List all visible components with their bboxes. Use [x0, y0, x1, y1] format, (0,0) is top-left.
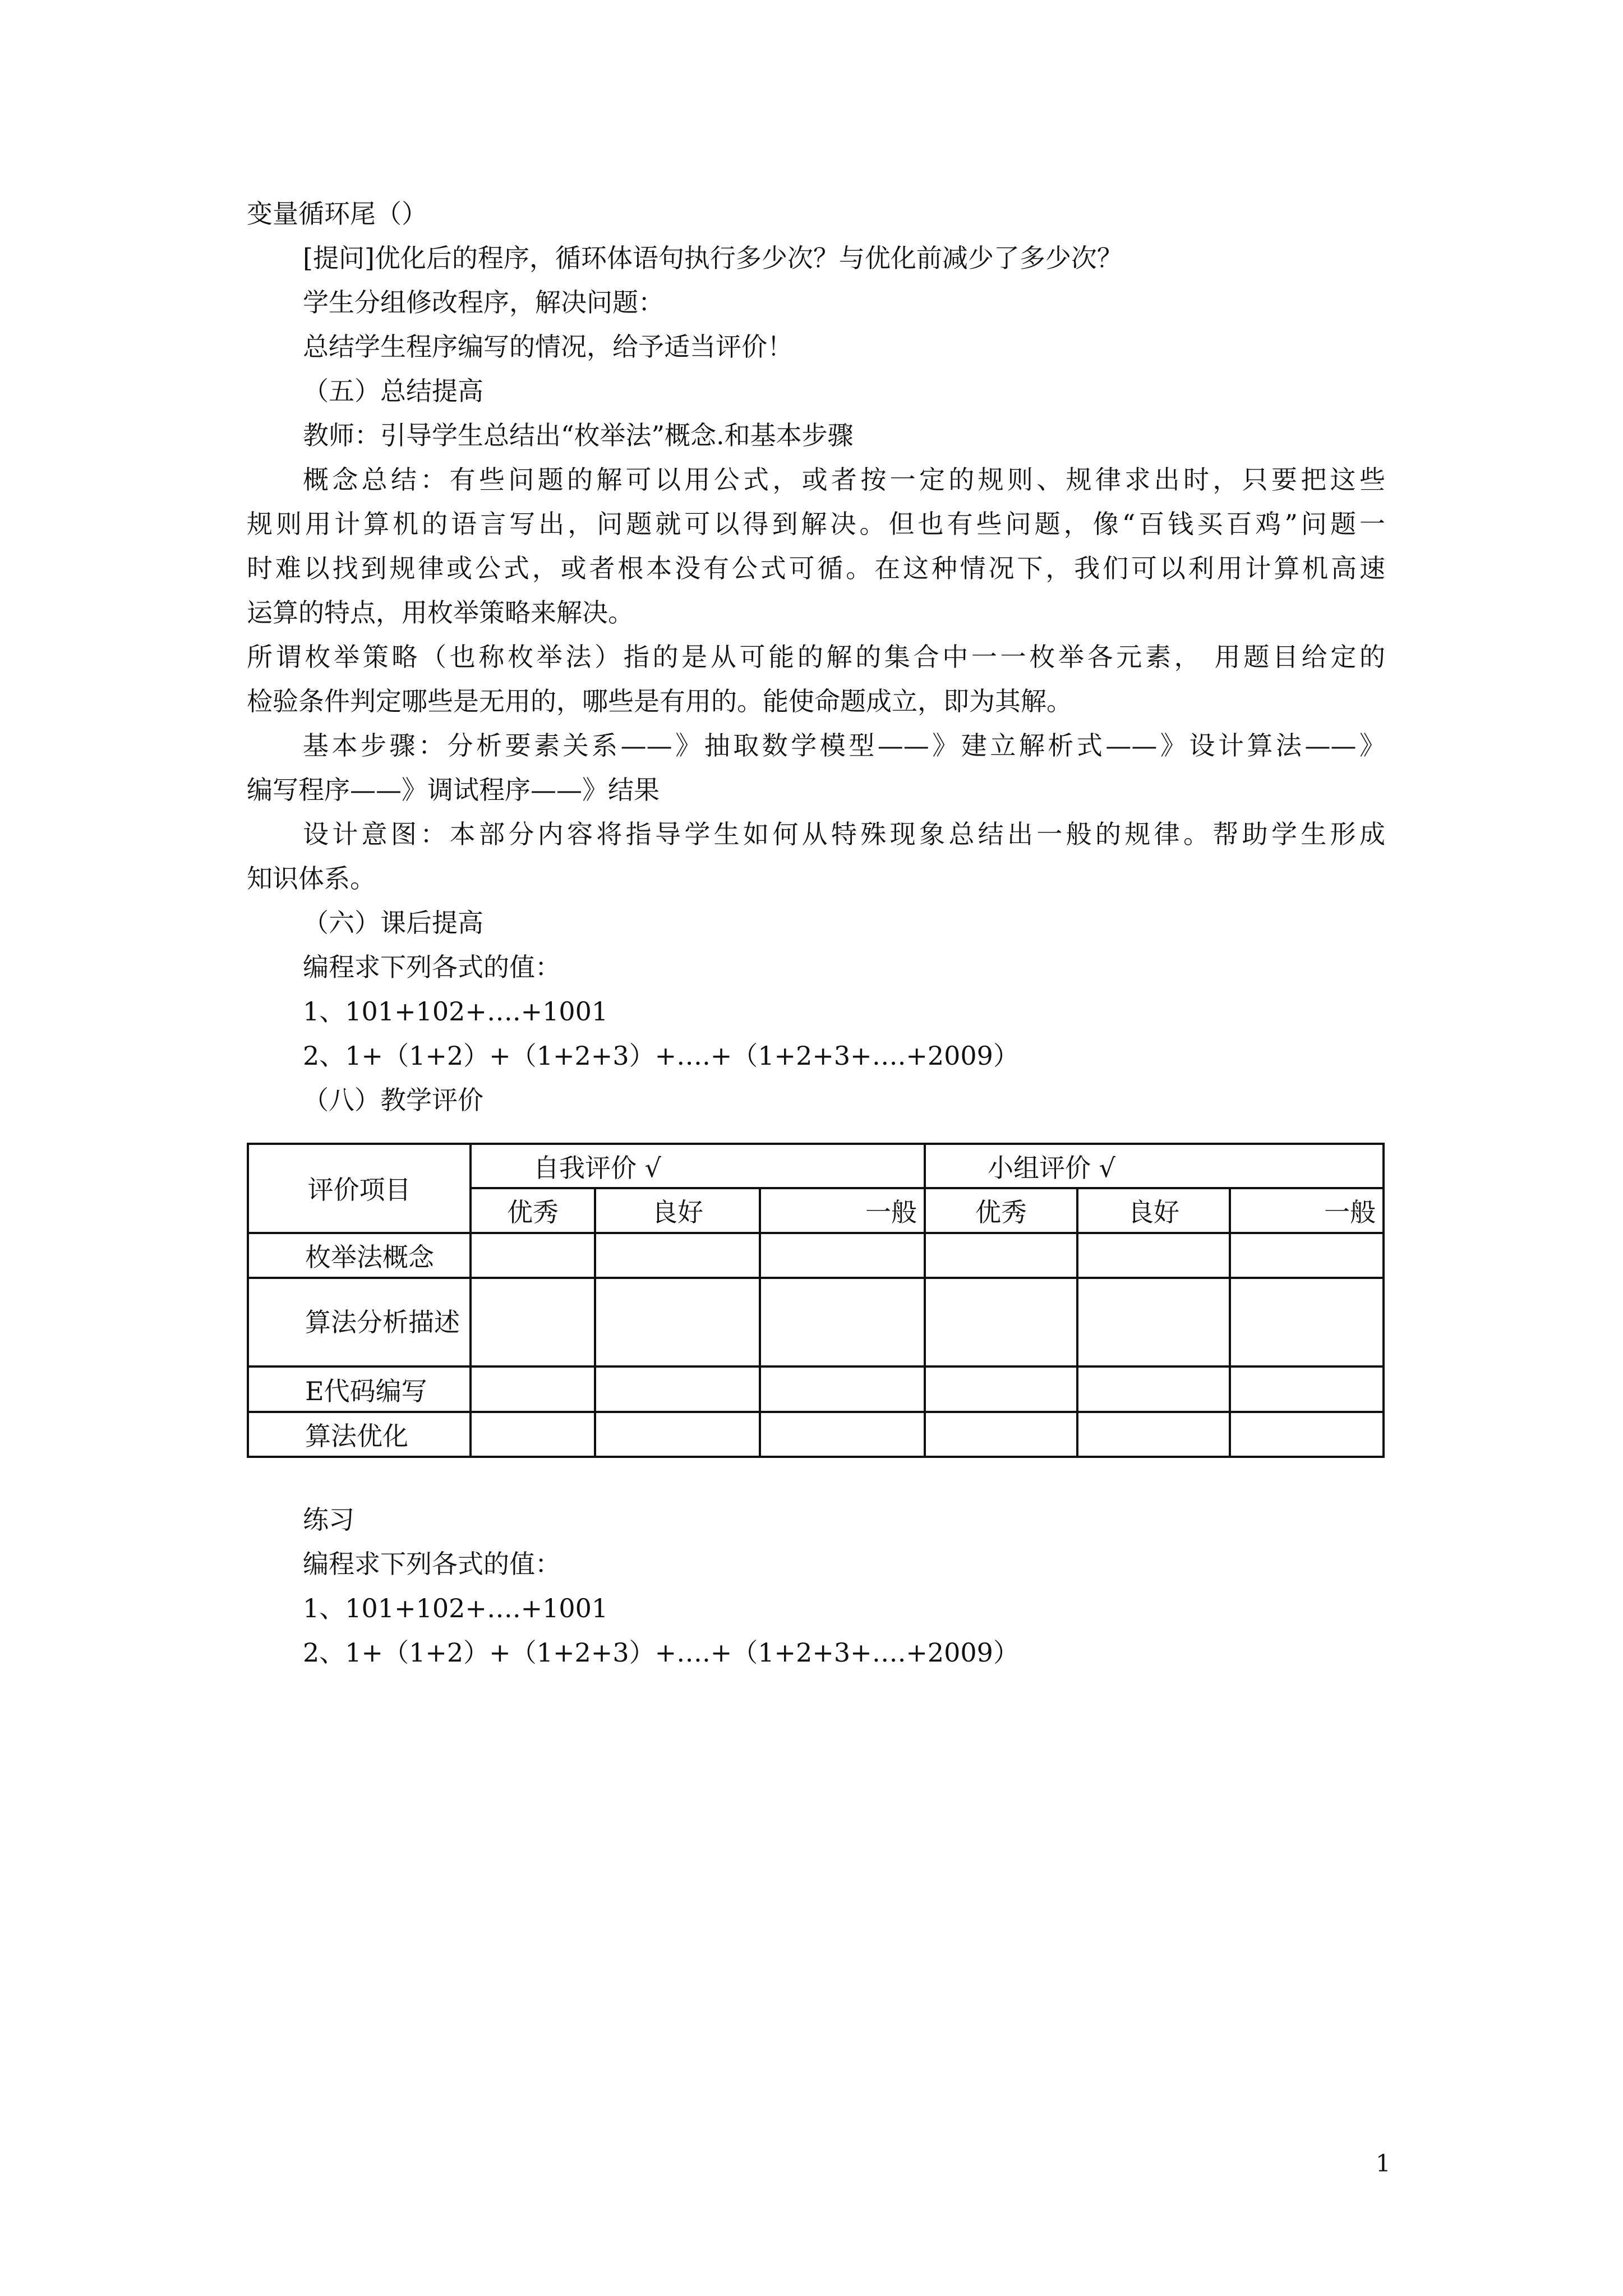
group-eval-header: 小组评价 √ — [925, 1144, 1384, 1188]
sub-header: 一般 — [1230, 1188, 1384, 1232]
text-line: 检验条件判定哪些是无用的，哪些是有用的。能使命题成立，即为其解。 — [247, 686, 1072, 716]
table-cell — [595, 1366, 760, 1411]
text-line: 设计意图：本部分内容将指导学生如何从特殊现象总结出一般的规律。帮助学生形成 — [303, 819, 1385, 849]
table-cell — [1230, 1366, 1384, 1411]
table-cell — [925, 1233, 1077, 1278]
exercise-title: 练习 — [303, 1504, 354, 1535]
text-line: 运算的特点，用枚举策略来解决。 — [247, 597, 634, 628]
exercise-section — [303, 1498, 1019, 1675]
table-cell — [471, 1278, 595, 1367]
table-cell — [1077, 1412, 1230, 1457]
row-label: 算法分析描述 — [248, 1278, 471, 1367]
text-line: 基本步骤：分析要素关系——》抽取数学模型——》建立解析式——》设计算法——》 — [303, 730, 1385, 761]
text-line: 教师：引导学生总结出“枚举法”概念.和基本步骤 — [303, 420, 854, 450]
text-line: 时难以找到规律或公式，或者根本没有公式可循。在这种情况下，我们可以利用计算机高速 — [247, 553, 1385, 583]
section-heading: （六）课后提高 — [303, 908, 483, 938]
row-label: E代码编写 — [248, 1366, 471, 1411]
row-label: 枚举法概念 — [248, 1233, 471, 1278]
section-heading: （八）教学评价 — [303, 1085, 483, 1115]
sub-header: 一般 — [760, 1188, 925, 1232]
table-cell — [760, 1412, 925, 1457]
text-line: 变量循环尾（） — [247, 199, 427, 229]
table-cell — [1230, 1233, 1384, 1278]
table-cell — [595, 1412, 760, 1457]
table-cell — [760, 1278, 925, 1367]
text-line: [提问]优化后的程序，循环体语句执行多少次？与优化前减少了多少次？ — [303, 243, 1123, 273]
exercise-item: 2、1+（1+2）+（1+2+3）+….+（1+2+3+….+2009） — [303, 1637, 1019, 1668]
body-text — [247, 192, 1385, 1122]
table-cell — [471, 1366, 595, 1411]
table-cell — [595, 1278, 760, 1367]
sub-header: 良好 — [595, 1188, 760, 1232]
row-label: 算法优化 — [248, 1412, 471, 1457]
table-cell — [471, 1412, 595, 1457]
table-cell — [1230, 1278, 1384, 1367]
text-line: 概念总结：有些问题的解可以用公式，或者按一定的规则、规律求出时，只要把这些 — [303, 464, 1385, 495]
table-cell — [760, 1366, 925, 1411]
evaluation-table — [247, 1143, 1385, 1458]
sub-header: 优秀 — [925, 1188, 1077, 1232]
sub-header: 优秀 — [471, 1188, 595, 1232]
table-cell — [471, 1233, 595, 1278]
text-line: 总结学生程序编写的情况，给予适当评价！ — [303, 332, 793, 362]
text-line: 2、1+（1+2）+（1+2+3）+….+（1+2+3+….+2009） — [303, 1041, 1019, 1071]
text-line: 所谓枚举策略（也称枚举法）指的是从可能的解的集合中一一枚举各元素， 用题目给定的 — [247, 642, 1385, 672]
self-eval-header: 自我评价 √ — [471, 1144, 925, 1188]
table-cell — [760, 1233, 925, 1278]
text-line: 学生分组修改程序，解决问题： — [303, 287, 664, 318]
item-header: 评价项目 — [248, 1144, 471, 1233]
text-line: 规则用计算机的语言写出，问题就可以得到解决。但也有些问题，像“百钱买百鸡”问题一 — [247, 509, 1385, 539]
exercise-prompt: 编程求下列各式的值： — [303, 1549, 561, 1579]
table-cell — [1230, 1412, 1384, 1457]
text-line: 1、101+102+….+1001 — [303, 996, 608, 1027]
section-heading: （五）总结提高 — [303, 376, 483, 406]
table-cell — [925, 1412, 1077, 1457]
sub-header: 良好 — [1077, 1188, 1230, 1232]
text-line: 知识体系。 — [247, 863, 376, 894]
table-cell — [1077, 1233, 1230, 1278]
table-cell — [1077, 1278, 1230, 1367]
page-number: 1 — [1376, 2150, 1391, 2177]
text-line: 编程求下列各式的值： — [303, 952, 561, 982]
table-cell — [925, 1366, 1077, 1411]
text-line: 编写程序——》调试程序——》结果 — [247, 775, 660, 805]
exercise-item: 1、101+102+….+1001 — [303, 1593, 608, 1623]
table-cell — [925, 1278, 1077, 1367]
table-cell — [1077, 1366, 1230, 1411]
table-cell — [595, 1233, 760, 1278]
